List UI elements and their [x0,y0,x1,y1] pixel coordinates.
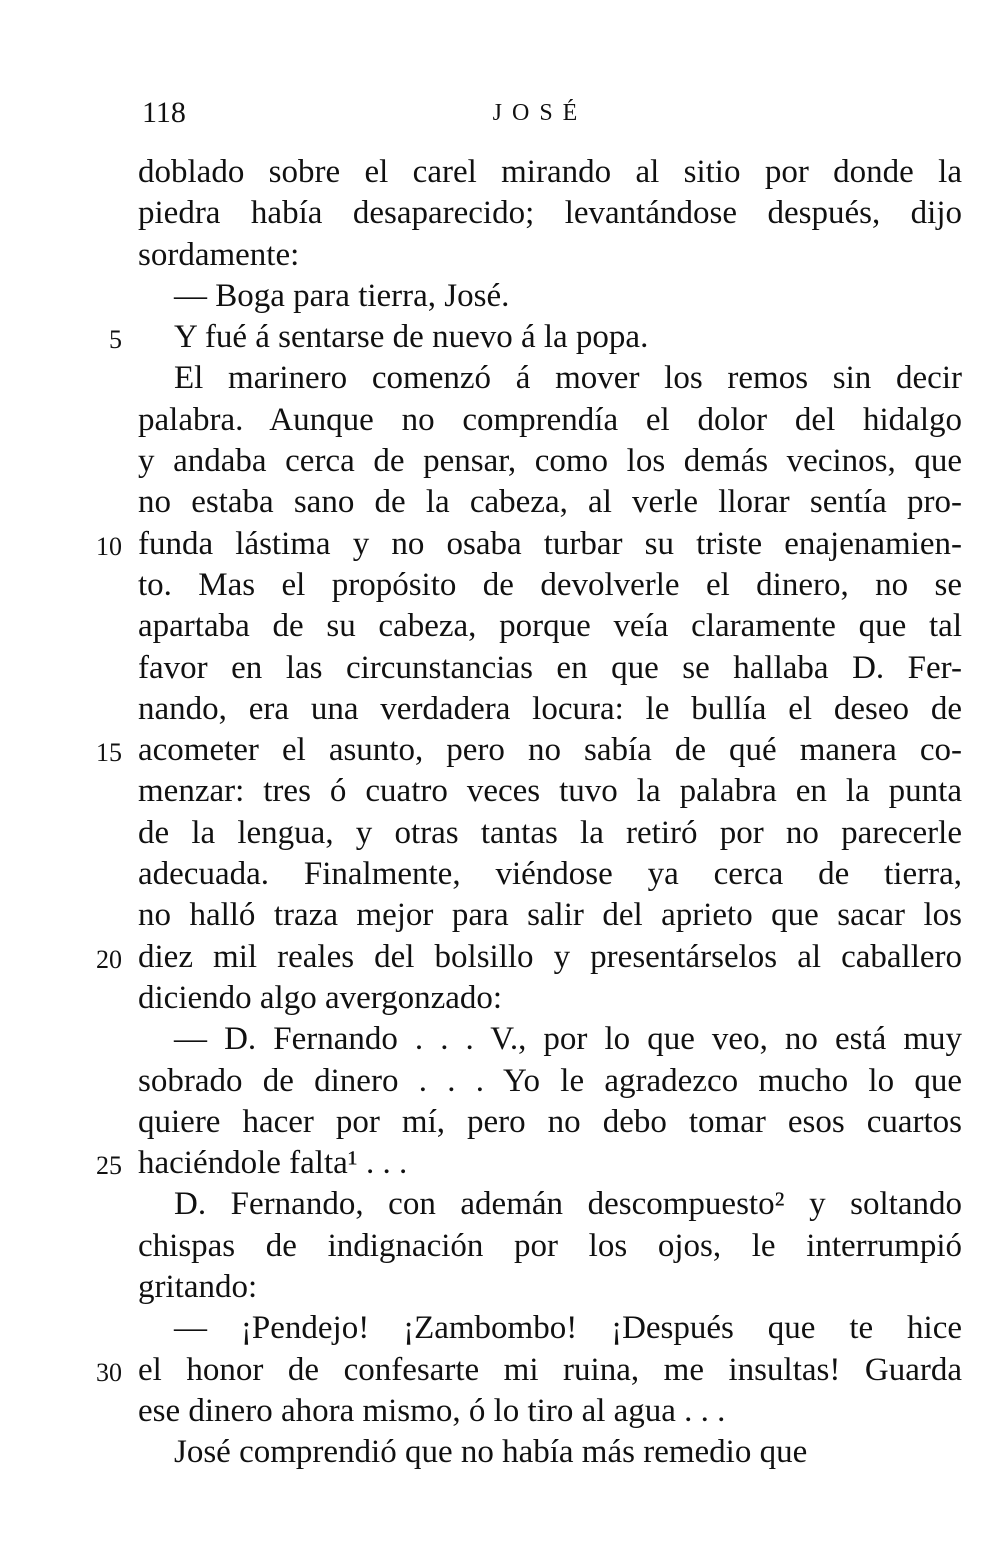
line-number: 10 [96,531,122,561]
line-text: no estaba sano de la cabeza, al verle llorar sentía pro- [138,484,962,521]
text-line [0,524,1000,565]
line-text: piedra había desaparecido; levantándose después, dijo [138,195,962,232]
text-line [0,937,1000,978]
line-text: gritando: [138,1269,258,1306]
text-line [0,771,1000,812]
text-line [0,1226,1000,1267]
text-line [0,813,1000,854]
text-line [0,689,1000,730]
line-number: 25 [96,1151,122,1181]
line-text: adecuada. Finalmente, viéndose ya cerca de tierra, [138,856,962,893]
text-line [0,441,1000,482]
line-text: to. Mas el propósito de devolverle el dinero, no se [138,566,962,603]
text-line [0,482,1000,523]
line-text: palabra. Aunque no comprendía el dolor del hidalgo [138,401,962,438]
text-line [0,1350,1000,1391]
line-text: quiere hacer por mí, pero no debo tomar esos cuartos [138,1103,962,1140]
line-number: 30 [96,1357,122,1387]
line-text: sobrado de dinero . . . Yo le agradezco mucho lo que [138,1062,962,1099]
text-line [0,400,1000,441]
text-line [0,276,1000,317]
line-number: 5 [109,325,122,355]
page-number: 118 [142,96,186,129]
line-text: nando, era una verdadera locura: le bullía el deseo de [138,690,962,727]
text-line [0,1102,1000,1143]
line-text: — D. Fernando . . . V., por lo que veo, no está muy [174,1021,962,1058]
text-line [0,1267,1000,1308]
line-text: diciendo algo avergonzado: [138,979,503,1016]
text-line [0,648,1000,689]
text-line [0,854,1000,895]
body-text [0,152,1000,1474]
line-text: apartaba de su cabeza, porque veía claramente que tal [138,608,962,645]
line-text: funda lástima y no osaba turbar su triste enajenamien- [138,525,962,562]
line-text: y andaba cerca de pensar, como los demás vecinos, que [138,443,962,480]
text-line [0,1019,1000,1060]
line-text: — Boga para tierra, José. [174,277,510,314]
text-line [0,1184,1000,1225]
line-text: de la lengua, y otras tantas la retiró por no parecerle [138,814,962,851]
line-text: diez mil reales del bolsillo y presentárselos al caballero [138,938,962,975]
text-line [0,358,1000,399]
text-line [0,730,1000,771]
text-line [0,1391,1000,1432]
text-line [0,606,1000,647]
line-text: Y fué á sentarse de nuevo á la popa. [174,319,649,356]
text-line [0,895,1000,936]
text-line [0,1308,1000,1349]
line-text: — ¡Pendejo! ¡Zambombo! ¡Después que te hice [174,1310,962,1347]
page-header [0,88,1000,138]
line-number: 15 [96,738,122,768]
text-line [0,235,1000,276]
line-text: favor en las circunstancias en que se hallaba D. Fer- [138,649,962,686]
text-line [0,193,1000,234]
text-line [0,1061,1000,1102]
line-text: José comprendió que no había más remedio que [174,1434,808,1471]
text-line [0,978,1000,1019]
line-text: doblado sobre el carel mirando al sitio por donde la [138,154,962,190]
text-line [0,565,1000,606]
line-text: D. Fernando, con ademán descompuesto² y soltando [174,1186,962,1223]
line-text: acometer el asunto, pero no sabía de qué manera co- [138,732,962,769]
line-text: haciéndole falta¹ . . . [138,1145,408,1182]
line-text: sordamente: [138,236,300,273]
text-line [0,1432,1000,1473]
line-text: chispas de indignación por los ojos, le interrumpió [138,1227,962,1264]
line-number: 20 [96,944,122,974]
text-line [0,1143,1000,1184]
running-title: JOSÉ [492,100,588,126]
line-text: el honor de confesarte mi ruina, me insultas! Guarda [138,1351,962,1388]
text-line [0,152,1000,193]
text-line [0,317,1000,358]
line-text: menzar: tres ó cuatro veces tuvo la palabra en la punta [138,773,962,810]
line-text: El marinero comenzó á mover los remos sin decir [174,360,962,397]
line-text: ese dinero ahora mismo, ó lo tiro al agua . . . [138,1392,726,1429]
line-text: no halló traza mejor para salir del aprieto que sacar los [138,897,962,934]
